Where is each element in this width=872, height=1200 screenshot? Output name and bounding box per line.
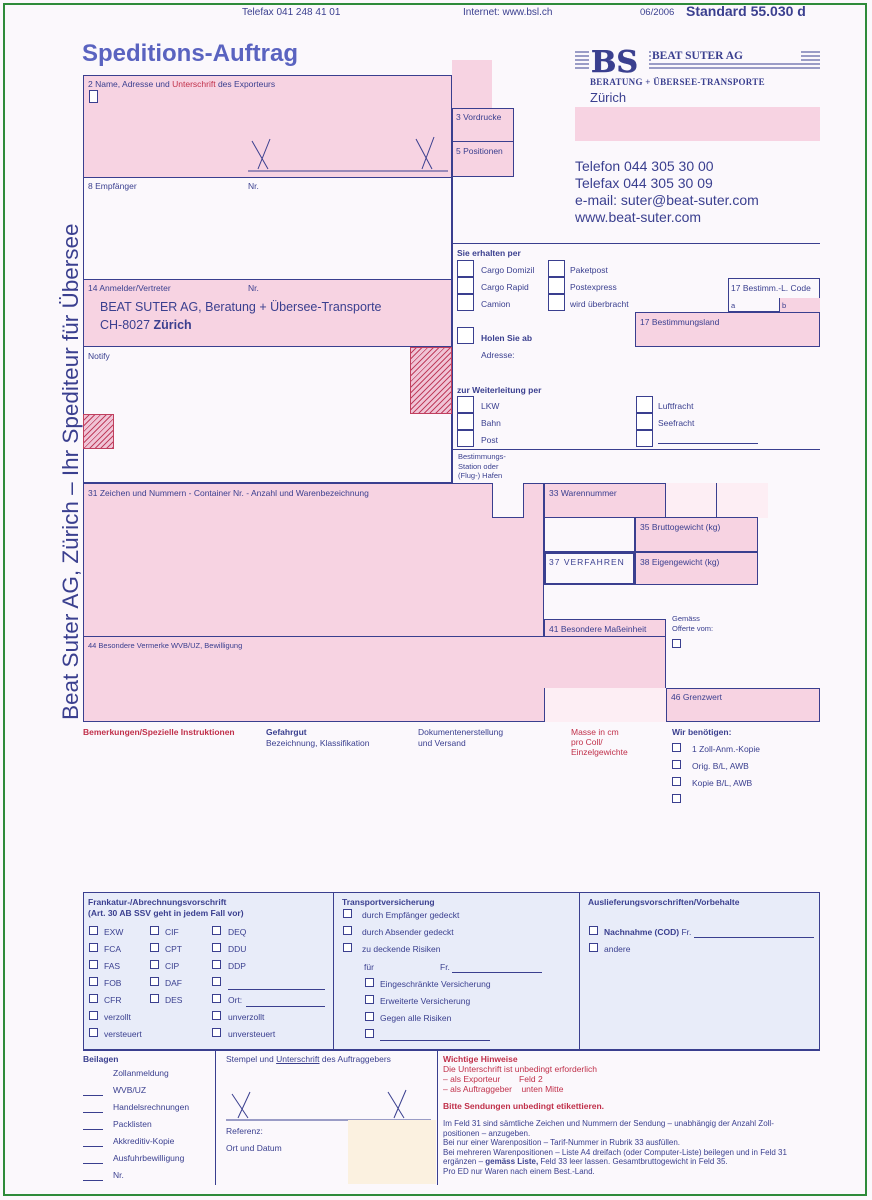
checkbox-postexpress[interactable] [548, 277, 565, 294]
company-contact [575, 158, 759, 226]
field-8-nr: Nr. [248, 181, 259, 191]
opt-fob: FOB [104, 978, 122, 988]
field-14-nr: Nr. [248, 283, 259, 293]
hinweise-l4: Bitte Sendungen unbedingt etikettieren. [443, 1101, 605, 1111]
beilage-line [83, 1180, 103, 1181]
divider [437, 1050, 438, 1185]
gefahrgut-sub: Bezeichnung, Klassifikation [266, 738, 370, 748]
dokument-label-2: und Versand [418, 738, 466, 748]
wir-item-3: Kopie B/L, AWB [692, 778, 753, 788]
option-lkw: LKW [481, 401, 500, 411]
divider [452, 243, 820, 244]
divider [716, 483, 717, 518]
beilage-line [83, 1112, 103, 1113]
checkbox-unverzollt[interactable] [212, 1011, 221, 1020]
signature-line-auftraggeber [226, 1088, 431, 1122]
field-14-label: 14 Anmelder/Vertreter [88, 283, 171, 293]
beilage-1: Zollanmeldung [113, 1068, 169, 1078]
opt-ort: Ort: [228, 995, 243, 1005]
transport-sub-2: Erweiterte Versicherung [380, 996, 471, 1006]
checkbox-eingeschraenkt[interactable] [365, 978, 374, 987]
field-14-value-2: CH-8027 Zürich [100, 318, 192, 332]
beilage-5: Akkreditiv-Kopie [113, 1136, 175, 1146]
opt-des: DES [165, 995, 183, 1005]
opt-cfr: CFR [104, 995, 122, 1005]
company-name: BEAT SUTER AG [652, 50, 743, 62]
logo-mark: BS [591, 46, 639, 76]
checkbox-cargo-rapid[interactable] [457, 277, 474, 294]
transport-item-3: zu deckende Risiken [362, 944, 441, 954]
checkbox-cargo-domizil[interactable] [457, 260, 474, 277]
field-8-empfanger[interactable] [83, 177, 452, 280]
gefahrgut-title: Gefahrgut [266, 727, 307, 737]
field-44-label: 44 Besondere Vermerke WVB/UZ, Bewilligung [88, 641, 243, 650]
checkbox-cfr[interactable] [89, 994, 98, 1003]
field-37-label: 37 VERFAHREN [549, 557, 625, 567]
header-internet: Internet: www.bsl.ch [463, 7, 553, 18]
company-telefon: Telefon 044 305 30 00 [575, 158, 714, 174]
nachnahme-line[interactable] [694, 937, 814, 938]
field-8-label: 8 Empfänger [88, 181, 137, 191]
hinweise-l1: Die Unterschrift ist unbedingt erforderlich [443, 1064, 598, 1074]
opt-unversteuert: unversteuert [228, 1029, 276, 1039]
divider [779, 298, 780, 312]
field-notify[interactable] [83, 346, 452, 483]
checkbox-frank-other[interactable] [212, 977, 221, 986]
hinweise-l3: – als Auftraggeber unten Mitte [443, 1084, 564, 1094]
checkbox-exw[interactable] [89, 926, 98, 935]
checkbox-ddu[interactable] [212, 943, 221, 952]
corner-pink [452, 60, 492, 108]
field-31-zeichen[interactable] [83, 483, 544, 637]
checkbox-ort[interactable] [212, 994, 221, 1003]
option-bahn: Bahn [481, 418, 501, 428]
option-paketpost: Paketpost [570, 265, 608, 275]
checkbox-cpt[interactable] [150, 943, 159, 952]
dokument-label-1: Dokumentenerstellung [418, 727, 504, 737]
divider [215, 1050, 216, 1185]
hatch-left [83, 414, 114, 449]
checkbox-camion[interactable] [457, 294, 474, 311]
divider [452, 108, 453, 483]
weiter-title: zur Weiterleitung per [457, 385, 542, 395]
frank-other-line[interactable] [228, 989, 325, 990]
opt-cip: CIP [165, 961, 180, 971]
company-subtitle: BERATUNG + ÜBERSEE-TRANSPORTE [590, 77, 765, 87]
transport-sub-3: Gegen alle Risiken [380, 1013, 452, 1023]
divider [665, 483, 666, 518]
divider [83, 1050, 820, 1051]
beilage-line [83, 1146, 103, 1147]
opt-versteuert: versteuert [104, 1029, 142, 1039]
checkbox-zoll-kopie[interactable] [672, 743, 681, 752]
checkbox-lkw[interactable] [457, 396, 474, 413]
gemass-label: Gemäss [672, 614, 700, 623]
field-17b-label: 17 Bestimmungsland [640, 317, 720, 327]
nachnahme-label: Nachnahme (COD) Fr. [604, 927, 692, 937]
field-38-label: 38 Eigengewicht (kg) [640, 557, 720, 567]
sie-erhalten-title: Sie erhalten per [457, 248, 521, 258]
checkbox-andere[interactable] [589, 943, 598, 952]
checkbox-alle-risiken[interactable] [365, 1012, 374, 1021]
checkbox-bahn[interactable] [457, 413, 474, 430]
transport-sub-1: Eingeschränkte Versicherung [380, 979, 491, 989]
checkbox-paketpost[interactable] [548, 260, 565, 277]
checkbox-cif[interactable] [150, 926, 159, 935]
offerte-label: Offerte vom: [672, 624, 714, 633]
opt-fas: FAS [104, 961, 121, 971]
opt-unverzollt: unverzollt [228, 1012, 265, 1022]
company-city: Zürich [590, 90, 627, 105]
notify-label: Notify [88, 351, 110, 361]
checkbox-empf-gedeckt[interactable] [343, 909, 352, 918]
beilage-line [83, 1095, 103, 1096]
ort-datum-label: Ort und Datum [226, 1143, 282, 1153]
checkbox-kopie-bl[interactable] [672, 777, 681, 786]
transport-title: Transportversicherung [342, 897, 435, 907]
opt-deq: DEQ [228, 927, 247, 937]
checkbox-fas[interactable] [89, 960, 98, 969]
company-telefax: Telefax 044 305 30 09 [575, 175, 713, 191]
transport-fur: für [364, 962, 374, 972]
stempel-label: Stempel und Unterschrift des Auftraggebers [226, 1054, 391, 1064]
opt-ddu: DDU [228, 944, 247, 954]
checkbox-unversteuert[interactable] [212, 1028, 221, 1037]
bemerkungen-label: Bemerkungen/Spezielle Instruktionen [83, 727, 235, 737]
holen-title: Holen Sie ab [481, 333, 533, 343]
holen-adresse: Adresse: [481, 350, 515, 360]
ort-line[interactable] [246, 1006, 325, 1007]
opt-cif: CIF [165, 927, 179, 937]
checkbox-other[interactable] [636, 430, 653, 447]
transport-item-1: durch Empfänger gedeckt [362, 910, 460, 920]
field-33-label: 33 Warennummer [549, 488, 617, 498]
transport-fr-line[interactable] [452, 972, 542, 973]
field-17a-label: 17 Bestimm.-L. Code [731, 283, 811, 293]
checkbox-seefracht[interactable] [636, 413, 653, 430]
frankatur-subtitle: (Art. 30 AB SSV geht in jedem Fall vor) [88, 908, 244, 918]
option-cargo-rapid: Cargo Rapid [481, 282, 529, 292]
checkbox-des[interactable] [150, 994, 159, 1003]
field-blank [544, 517, 635, 552]
beilage-4: Packlisten [113, 1119, 152, 1129]
checkbox-erweitert[interactable] [365, 995, 374, 1004]
field-17a-a: a [731, 301, 736, 310]
checkbox-daf[interactable] [150, 977, 159, 986]
andere-label: andere [604, 944, 631, 954]
field-2-checkbox[interactable] [89, 90, 98, 103]
wir-item-1: 1 Zoll-Anm.-Kopie [692, 744, 761, 754]
option-seefracht: Seefracht [658, 418, 695, 428]
field-31-label: 31 Zeichen und Nummern - Container Nr. - Anzahl und Warenbezeichnung [88, 488, 369, 498]
wir-benotigen-title: Wir benötigen: [672, 727, 732, 737]
company-field[interactable] [575, 107, 820, 141]
beilage-2: WVB/UZ [113, 1085, 147, 1095]
field-31-notch [492, 483, 524, 518]
company-web: www.beat-suter.com [575, 209, 702, 225]
option-luftfracht: Luftfracht [658, 401, 694, 411]
checkbox-abs-gedeckt[interactable] [343, 926, 352, 935]
beilage-6: Ausfuhrbewilligung [113, 1153, 185, 1163]
opt-exw: EXW [104, 927, 124, 937]
field-41-label: 41 Besondere Maßeinheit [549, 624, 647, 634]
opt-verzollt: verzollt [104, 1012, 131, 1022]
page-title: Speditions-Auftrag [82, 40, 298, 67]
company-email: e-mail: suter@beat-suter.com [575, 192, 759, 208]
beilage-line [83, 1163, 103, 1164]
masse-label-1: Masse in cm [571, 727, 619, 737]
header-date: 06/2006 [640, 7, 675, 18]
beilage-3: Handelsrechnungen [113, 1102, 190, 1112]
beilage-7: Nr. [113, 1170, 124, 1180]
bestimmung-label: Bestimmungs- Station oder (Flug-) Hafen [458, 452, 506, 480]
divider [333, 892, 334, 1050]
hinweise-text: Im Feld 31 sind sämtliche Zeichen und Nummern der Sendung – unabhängig der Anzahl Zoll- positionen – anzugeben. Bei nur einer Warenposition – Tarif-Nummer in Rubrik 33 ausfüllen. Bei mehreren Warenpositionen – Liste A4 dreifach (oder Computer-Liste) beilegen und in Feld 31 ergänzen – gemäss Liste, Feld 33 leer lassen. Gesamtbruttogewicht in Feld 35. Pro ED nur Waren nach einem Best.-Land. [443, 1119, 787, 1176]
checkbox-fca[interactable] [89, 943, 98, 952]
checkbox-holen[interactable] [457, 327, 474, 344]
opt-daf: DAF [165, 978, 182, 988]
checkbox-ddp[interactable] [212, 960, 221, 969]
header-telefax: Telefax 041 248 41 01 [242, 7, 341, 18]
header-standard: Standard 55.030 d [686, 3, 806, 19]
checkbox-luftfracht[interactable] [636, 396, 653, 413]
checkbox-verzollt[interactable] [89, 1011, 98, 1020]
field-44-inner [544, 688, 667, 722]
divider [452, 449, 820, 450]
signature-pad[interactable] [348, 1120, 436, 1184]
opt-cpt: CPT [165, 944, 182, 954]
checkbox-offerte[interactable] [672, 639, 681, 648]
field-17a-b: b [782, 301, 787, 310]
wir-item-2: Orig. B/L, AWB [692, 761, 749, 771]
checkbox-nachnahme[interactable] [589, 926, 598, 935]
option-cargo-domizil: Cargo Domizil [481, 265, 535, 275]
transport-item-2: durch Absender gedeckt [362, 927, 454, 937]
hinweise-title: Wichtige Hinweise [443, 1054, 518, 1064]
option-uberbracht: wird überbracht [570, 299, 629, 309]
hinweise-l2: – als Exporteur Feld 2 [443, 1074, 543, 1084]
transport-other-line[interactable] [380, 1040, 490, 1041]
referenz-label: Referenz: [226, 1126, 263, 1136]
checkbox-transport-other[interactable] [365, 1029, 374, 1038]
field-5-label: 5 Positionen [456, 146, 503, 156]
checkbox-fob[interactable] [89, 977, 98, 986]
hatch-notify [410, 347, 452, 414]
field-3-label: 3 Vordrucke [456, 112, 502, 122]
beilage-line [83, 1129, 103, 1130]
field-35-label: 35 Bruttogewicht (kg) [640, 522, 721, 532]
beilagen-title: Beilagen [83, 1054, 119, 1064]
opt-fca: FCA [104, 944, 121, 954]
checkbox-post[interactable] [457, 430, 474, 447]
frankatur-title: Frankatur-/Abrechnungsvorschrift [88, 897, 227, 907]
side-slogan: Beat Suter AG, Zürich – Ihr Spediteur für Übersee [58, 223, 83, 720]
divider [579, 892, 580, 1050]
checkbox-cip[interactable] [150, 960, 159, 969]
masse-label-3: Einzelgewichte [571, 747, 628, 757]
opt-ddp: DDP [228, 961, 246, 971]
checkbox-versteuert[interactable] [89, 1028, 98, 1037]
checkbox-wir-extra[interactable] [672, 794, 681, 803]
checkbox-uberbracht[interactable] [548, 294, 565, 311]
checkbox-deq[interactable] [212, 926, 221, 935]
other-line[interactable] [658, 443, 758, 444]
option-camion: Camion [481, 299, 511, 309]
checkbox-orig-bl[interactable] [672, 760, 681, 769]
checkbox-risiken[interactable] [343, 943, 352, 952]
masse-label-2: pro Coll/ [571, 737, 603, 747]
option-post: Post [481, 435, 499, 445]
option-postexpress: Postexpress [570, 282, 617, 292]
signature-line-exporter [248, 135, 448, 173]
field-14-value-1: BEAT SUTER AG, Beratung + Übersee-Transporte [100, 300, 382, 314]
field-2-label: 2 Name, Adresse und Unterschrift des Exporteurs [88, 79, 276, 89]
transport-fr: Fr. [440, 962, 450, 972]
auslief-title: Auslieferungsvorschriften/Vorbehalte [588, 897, 740, 907]
field-46-label: 46 Grenzwert [671, 692, 723, 702]
